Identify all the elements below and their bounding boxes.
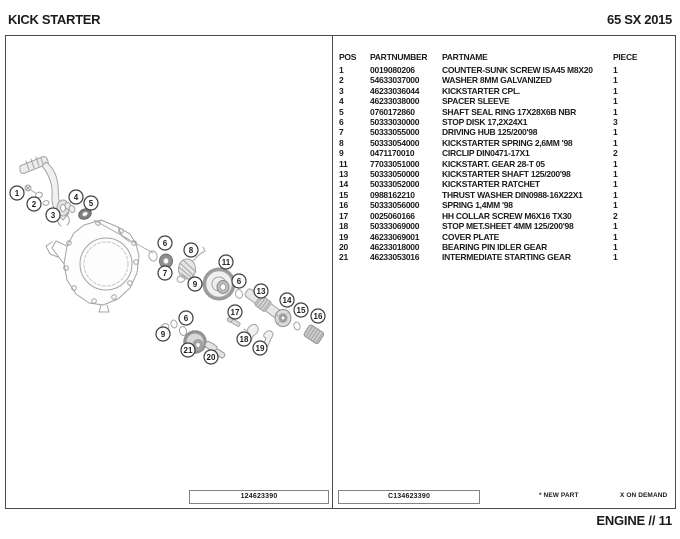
table-row — [339, 75, 663, 85]
callout-number: 20 — [206, 352, 216, 362]
cell-partnumber: 50333056000 — [370, 200, 420, 211]
cell-partname: KICKSTARTER RATCHET — [442, 179, 540, 190]
on-demand-legend: X ON DEMAND — [620, 492, 668, 499]
model-label: 65 SX 2015 — [607, 12, 672, 27]
callout-layer — [10, 186, 325, 364]
cell-pos: 2 — [339, 75, 344, 86]
cell-partname: KICKSTARTER SHAFT 125/200'98 — [442, 169, 571, 180]
callout-number: 4 — [73, 192, 79, 202]
callout-number: 6 — [236, 276, 242, 286]
cell-partnumber: 0760172860 — [370, 106, 415, 117]
table-row — [339, 127, 663, 137]
panel-divider — [332, 36, 333, 508]
cell-pos: 7 — [339, 127, 344, 138]
callout-number: 2 — [31, 199, 37, 209]
cell-partname: SPRING 1,4MM '98 — [442, 200, 513, 211]
table-row — [339, 232, 663, 242]
cell-pos: 8 — [339, 137, 344, 148]
cell-partnumber: 77033051000 — [370, 158, 420, 169]
callout-number: 11 — [221, 257, 231, 267]
cell-pos: 21 — [339, 252, 348, 263]
callout-number: 18 — [239, 334, 249, 344]
table-row — [339, 179, 663, 189]
col-header-pos: POS — [339, 52, 357, 62]
parts-table — [339, 52, 663, 263]
cell-partnumber: 50333069000 — [370, 221, 420, 232]
cell-pos: 5 — [339, 106, 344, 117]
cell-partname: WASHER 8MM GALVANIZED — [442, 75, 552, 86]
callout-number: 17 — [230, 307, 240, 317]
cell-piece: 1 — [613, 231, 618, 242]
table-row — [339, 159, 663, 169]
cell-pos: 19 — [339, 231, 348, 242]
callout-number: 6 — [162, 238, 168, 248]
cell-pos: 4 — [339, 96, 344, 107]
diagram-code-box: 124623390 — [189, 490, 329, 504]
cell-piece: 1 — [613, 221, 618, 232]
cell-piece: 2 — [613, 148, 618, 159]
cell-pos: 20 — [339, 241, 348, 252]
table-row — [339, 148, 663, 158]
content-frame — [5, 35, 676, 509]
cell-partnumber: 0471170010 — [370, 148, 415, 159]
cell-piece: 1 — [613, 189, 618, 200]
table-row — [339, 211, 663, 221]
cell-piece: 1 — [613, 127, 618, 138]
cell-piece: 1 — [613, 158, 618, 169]
callout-number: 19 — [255, 343, 265, 353]
cell-pos: 17 — [339, 210, 348, 221]
cell-piece: 1 — [613, 169, 618, 180]
col-header-partnumber: PARTNUMBER — [370, 52, 428, 62]
cell-partnumber: 46233053016 — [370, 252, 420, 263]
cell-pos: 18 — [339, 221, 348, 232]
cell-piece: 1 — [613, 75, 618, 86]
cell-piece: 1 — [613, 85, 618, 96]
cell-partname: INTERMEDIATE STARTING GEAR — [442, 252, 571, 263]
cell-pos: 14 — [339, 179, 348, 190]
col-header-partname: PARTNAME — [442, 52, 488, 62]
table-row — [339, 221, 663, 231]
cell-partnumber: 46233038000 — [370, 96, 420, 107]
callout-number: 3 — [50, 210, 56, 220]
cell-piece: 1 — [613, 65, 618, 75]
cell-partname: SPACER SLEEVE — [442, 96, 510, 107]
table-code-box: C134623390 — [338, 490, 480, 504]
cell-pos: 15 — [339, 189, 348, 200]
cell-partname: SHAFT SEAL RING 17X28X6B NBR — [442, 106, 577, 117]
table-row — [339, 65, 663, 75]
cell-partname: STOP MET.SHEET 4MM 125/200'98 — [442, 221, 574, 232]
cell-partname: CIRCLIP DIN0471-17X1 — [442, 148, 530, 159]
callout-number: 13 — [256, 286, 266, 296]
cell-piece: 1 — [613, 106, 618, 117]
cell-partname: COUNTER-SUNK SCREW ISA45 M8X20 — [442, 65, 593, 75]
col-header-piece: PIECE — [613, 52, 638, 62]
page-number: ENGINE // 11 — [596, 513, 672, 528]
cell-partnumber: 46233069001 — [370, 231, 420, 242]
callout-number: 16 — [313, 311, 323, 321]
callout-number: 1 — [14, 188, 20, 198]
table-row — [339, 117, 663, 127]
cell-pos: 16 — [339, 200, 348, 211]
cell-piece: 1 — [613, 96, 618, 107]
cell-partnumber: 0025060166 — [370, 210, 415, 221]
parts-table-body — [339, 65, 663, 263]
table-row — [339, 200, 663, 210]
cell-pos: 13 — [339, 169, 348, 180]
cell-pos: 3 — [339, 85, 344, 96]
table-row — [339, 242, 663, 252]
cell-piece: 3 — [613, 117, 618, 128]
callout-number: 6 — [183, 313, 189, 323]
cell-partnumber: 46233036044 — [370, 85, 420, 96]
table-row — [339, 138, 663, 148]
callout-number: 9 — [192, 279, 198, 289]
cell-partnumber: 50333054000 — [370, 137, 420, 148]
callout-number: 9 — [160, 329, 166, 339]
cell-piece: 1 — [613, 252, 618, 263]
cell-partnumber: 54633037000 — [370, 75, 420, 86]
table-row — [339, 96, 663, 106]
cell-partname: BEARING PIN IDLER GEAR — [442, 241, 548, 252]
cell-partnumber: 46233018000 — [370, 241, 420, 252]
cell-partname: KICKSTARTER SPRING 2,6MM '98 — [442, 137, 573, 148]
cell-pos: 6 — [339, 117, 344, 128]
callout-number: 5 — [88, 198, 94, 208]
table-header-row — [339, 52, 663, 65]
cell-partnumber: 50333055000 — [370, 127, 420, 138]
cell-piece: 1 — [613, 241, 618, 252]
cell-pos: 9 — [339, 148, 344, 159]
cell-piece: 1 — [613, 179, 618, 190]
callout-number: 15 — [296, 305, 306, 315]
cell-pos: 11 — [339, 158, 348, 169]
page-title: KICK STARTER — [8, 12, 101, 27]
cell-partnumber: 50333050000 — [370, 169, 420, 180]
cell-piece: 1 — [613, 200, 618, 211]
cell-partname: THRUST WASHER DIN0988-16X22X1 — [442, 189, 583, 200]
table-row — [339, 86, 663, 96]
coil-spring-part — [303, 324, 324, 344]
cell-partnumber: 50333030000 — [370, 117, 420, 128]
table-row — [339, 190, 663, 200]
table-row — [339, 169, 663, 179]
callout-number: 8 — [188, 245, 194, 255]
cell-partname: DRIVING HUB 125/200'98 — [442, 127, 538, 138]
cell-partnumber: 50333052000 — [370, 179, 420, 190]
cell-partnumber: 0019080206 — [370, 65, 415, 75]
table-row — [339, 252, 663, 262]
new-part-legend: * NEW PART — [539, 492, 579, 499]
cell-piece: 2 — [613, 210, 618, 221]
exploded-diagram — [6, 36, 332, 508]
cell-partname: HH COLLAR SCREW M6X16 TX30 — [442, 210, 572, 221]
cell-partname: KICKSTARTER CPL. — [442, 85, 521, 96]
callout-number: 7 — [162, 268, 168, 278]
cell-partname: COVER PLATE — [442, 231, 500, 242]
cell-piece: 1 — [613, 137, 618, 148]
cell-partnumber: 0988162210 — [370, 189, 415, 200]
cell-partname: STOP DISK 17,2X24X1 — [442, 117, 528, 128]
callout-number: 14 — [282, 295, 292, 305]
callout-number: 21 — [183, 345, 193, 355]
cell-partname: KICKSTART. GEAR 28-T 05 — [442, 158, 545, 169]
cell-pos: 1 — [339, 65, 344, 75]
table-row — [339, 107, 663, 117]
